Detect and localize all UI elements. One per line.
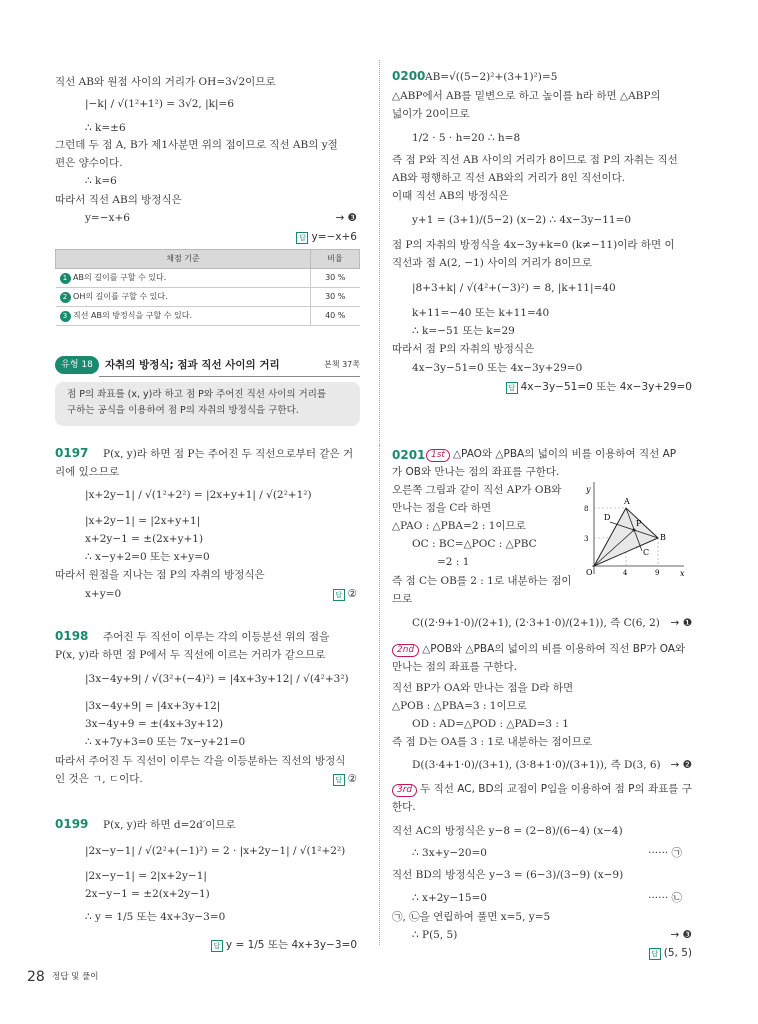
type-title: 자취의 방정식; 점과 직선 사이의 거리 <box>105 359 280 371</box>
solution-line: 주어진 두 직선이 이루는 각의 이등분선 위의 점을 <box>103 631 330 643</box>
answer-text: y = 1/5 또는 4x+3y−3=0 <box>225 939 357 951</box>
criteria-number-icon: 1 <box>60 273 71 284</box>
figure-label: O <box>586 568 593 577</box>
step-text: △PAO와 △PBA의 넓이의 비를 이용하여 직선 AP <box>452 448 677 460</box>
answer-icon: 답 <box>333 589 345 601</box>
step-text: 만나는 점의 좌표를 구한다. <box>392 661 517 673</box>
solution-line: 즉 점 C는 OB를 2 : 1로 내분하는 점이 <box>392 575 572 587</box>
solution-line: ∴ x−y+2=0 또는 x+y=0 <box>85 551 210 563</box>
solution-line: AB=√((5−2)²+(3+1)²)=5 <box>425 71 558 83</box>
grading-header-criteria: 채점 기준 <box>56 250 311 269</box>
step-3-label <box>392 782 692 797</box>
solution-line: 그런데 두 점 A, B가 제1사분면 위의 점이므로 직선 AB의 y절 <box>55 139 338 151</box>
solution-line: |2x−y−1| / √(2²+(−1)²) = 2 · |x+2y−1| / √(1²+2²) <box>85 845 346 857</box>
solution-line: ∴ k=±6 <box>85 122 126 134</box>
solution-line: 즉 점 D는 OA를 3 : 1로 내분하는 점이므로 <box>392 736 593 748</box>
figure-label: x <box>680 569 685 578</box>
column-divider <box>379 60 380 445</box>
step-marker: → ❷ <box>670 759 692 771</box>
solution-line: OD : AD=△POD : △PAD=3 : 1 <box>412 718 569 730</box>
answer-text: 4x−3y−51=0 또는 4x−3y+29=0 <box>520 381 692 393</box>
solution-line: P(x, y)라 하면 점 P에서 두 직선에 이르는 거리가 같으므로 <box>55 649 326 661</box>
answer-line <box>296 230 357 244</box>
answer-text: (5, 5) <box>663 947 692 959</box>
criteria-text: AB의 길이를 구할 수 있다. <box>73 272 167 282</box>
step-1-label <box>426 447 676 462</box>
solution-line: C((2·9+1·0)/(2+1), (2·3+1·0)/(2+1)), 즉 C(6, 2) <box>412 617 660 629</box>
criteria-number-icon: 3 <box>60 311 71 322</box>
solution-line: △POB : △PBA=3 : 1이므로 <box>392 700 527 712</box>
figure-tick: 4 <box>623 569 628 577</box>
figure-label: A <box>624 497 630 506</box>
equation-tag: ······ ㉠ <box>648 847 682 859</box>
problem-number: 0197 <box>55 446 89 460</box>
figure-label: D <box>604 513 611 522</box>
type-desc-line: 점 P의 좌표를 (x, y)라 하고 점 P와 주어진 직선 사이의 거리를 <box>67 389 327 400</box>
solution-line: 므로 <box>392 593 413 605</box>
solution-line: ∴ x+7y+3=0 또는 7x−y+21=0 <box>85 736 246 748</box>
step-3-badge: 3rd <box>392 784 417 797</box>
solution-line: 직선 AB와 원점 사이의 거리가 OH=3√2이므로 <box>55 76 276 88</box>
solution-line: x+2y−1 = ±(2x+y+1) <box>85 533 204 545</box>
solution-line: 편은 양수이다. <box>55 157 123 169</box>
criteria-ratio: 40 % <box>311 307 360 326</box>
solution-line: x+y=0 <box>85 588 122 600</box>
solution-line: |−k| / √(1²+1²) = 3√2, |k|=6 <box>85 98 235 110</box>
table-row <box>56 269 360 288</box>
step-text: 가 OB와 만나는 점의 좌표를 구한다. <box>392 466 560 478</box>
grading-table <box>55 249 360 326</box>
answer-text: ② <box>347 588 357 600</box>
solution-line: 즉 점 P와 직선 AB 사이의 거리가 8이므로 점 P의 자취는 직선 <box>392 154 678 166</box>
step-marker: → ❸ <box>670 929 692 941</box>
solution-line: k+11=−40 또는 k+11=40 <box>412 307 550 319</box>
step-marker: → ❸ <box>335 212 357 224</box>
figure-label: B <box>660 533 666 542</box>
solution-line: P(x, y)라 하면 d=2d′이므로 <box>103 819 236 831</box>
problem-number: 0199 <box>55 817 89 831</box>
answer-icon: 답 <box>333 774 345 786</box>
solution-line: 따라서 직선 AB의 방정식은 <box>55 194 182 206</box>
page-number: 28 <box>27 969 45 985</box>
figure-tick: 9 <box>655 569 660 577</box>
solution-line: OC : BC=△POC : △PBC <box>412 538 537 550</box>
answer-line <box>333 587 357 601</box>
solution-line: ∴ k=−51 또는 k=29 <box>412 325 515 337</box>
solution-line: D((3·4+1·0)/(3+1), (3·8+1·0)/(3+1)), 즉 D(3, 6) <box>412 759 661 771</box>
solution-line: △PAO : △PBA=2 : 1이므로 <box>392 520 526 532</box>
problem-number: 0200 <box>392 69 426 83</box>
solution-line: y+1 = (3+1)/(5−2) (x−2) ∴ 4x−3y−11=0 <box>412 214 632 226</box>
answer-icon: 답 <box>296 232 308 244</box>
solution-line: 1/2 · 5 · h=20 ∴ h=8 <box>412 132 521 144</box>
solution-line: 리에 있으므로 <box>55 466 120 478</box>
table-row <box>56 288 360 307</box>
column-divider <box>379 445 380 945</box>
figure-label: y <box>586 485 591 494</box>
solution-line: 오른쪽 그림과 같이 직선 AP가 OB와 <box>392 484 562 496</box>
solution-line: ∴ k=6 <box>85 175 117 187</box>
answer-icon: 답 <box>649 948 661 960</box>
solution-line: |x+2y−1| / √(1²+2²) = |2x+y+1| / √(2²+1²) <box>85 489 312 501</box>
figure-label: P <box>636 519 642 528</box>
solution-line: |x+2y−1| = |2x+y+1| <box>85 515 201 527</box>
solution-line: 2x−y−1 = ±2(x+2y−1) <box>85 888 210 900</box>
solution-line: ∴ P(5, 5) <box>412 929 458 941</box>
solution-line: 3x−4y+9 = ±(4x+3y+12) <box>85 718 224 730</box>
solution-line: ∴ 3x+y−20=0 <box>412 847 487 859</box>
figure-label: C <box>643 548 650 557</box>
solution-line: y=−x+6 <box>85 212 130 224</box>
solution-line: ㉠, ㉡을 연립하여 풀면 x=5, y=5 <box>392 911 551 923</box>
answer-text: y=−x+6 <box>311 231 357 243</box>
type-desc-line: 구하는 공식을 이용하여 점 P의 자취의 방정식을 구한다. <box>67 405 299 416</box>
solution-line: 점 P의 자취의 방정식을 4x−3y+k=0 (k≠−11)이라 하면 이 <box>392 239 675 251</box>
criteria-ratio: 30 % <box>311 269 360 288</box>
step-text: 두 직선 AC, BD의 교점이 P임을 이용하여 점 P의 좌표를 구 <box>420 783 692 795</box>
type-reference: 본책 37쪽 <box>324 360 360 369</box>
solution-line: 직선 BD의 방정식은 y−3 = (6−3)/(3−9) (x−9) <box>392 869 624 881</box>
criteria-text: 직선 AB의 방정식을 구할 수 있다. <box>73 310 193 320</box>
solution-line: 만나는 점을 C라 하면 <box>392 502 492 514</box>
step-2-label <box>392 642 685 657</box>
step-1-badge: 1st <box>426 449 450 462</box>
solution-line: △ABP에서 AB를 밑변으로 하고 높이를 h라 하면 △ABP의 <box>392 90 661 102</box>
solution-line: ∴ x+2y−15=0 <box>412 892 487 904</box>
answer-line <box>506 380 692 394</box>
step-marker: → ❶ <box>670 617 692 629</box>
type-badge: 유형 18 <box>55 356 99 374</box>
solution-line: AB와 평행하고 직선 AB와의 거리가 8인 직선이다. <box>392 172 626 184</box>
step-2-badge: 2nd <box>392 644 419 657</box>
equation-tag: ······ ㉡ <box>648 892 682 904</box>
solution-line: 직선 AC의 방정식은 y−8 = (2−8)/(6−4) (x−4) <box>392 825 623 837</box>
solution-line: =2 : 1 <box>437 556 470 568</box>
page-footer-label: 정답 및 풀이 <box>52 972 99 982</box>
step-text: △POB와 △PBA의 넓이의 비를 이용하여 직선 BP가 OA와 <box>422 643 686 655</box>
solution-line: |8+3+k| / √(4²+(−3)²) = 8, |k+11|=40 <box>412 282 616 294</box>
solution-line: 직선과 점 A(2, −1) 사이의 거리가 8이므로 <box>392 257 592 269</box>
type-header <box>55 356 360 374</box>
solution-line: |3x−4y+9| = |4x+3y+12| <box>85 700 221 712</box>
solution-line: 이때 직선 AB의 방정식은 <box>392 190 509 202</box>
answer-line <box>649 946 692 960</box>
answer-line <box>333 772 357 786</box>
grading-header-ratio: 비율 <box>311 250 360 269</box>
figure-tick: 8 <box>584 505 589 513</box>
table-row <box>56 307 360 326</box>
problem-number: 0201 <box>392 448 426 462</box>
criteria-number-icon: 2 <box>60 292 71 303</box>
solution-line: 인 것은 ㄱ, ㄷ이다. <box>55 773 143 785</box>
coordinate-figure <box>582 478 687 578</box>
solution-line: 따라서 점 P의 자취의 방정식은 <box>392 343 535 355</box>
solution-line: P(x, y)라 하면 점 P는 주어진 두 직선으로부터 같은 거 <box>103 448 354 460</box>
solution-line: ∴ y = 1/5 또는 4x+3y−3=0 <box>85 911 226 923</box>
solution-line: 4x−3y−51=0 또는 4x−3y+29=0 <box>412 362 583 374</box>
answer-line <box>211 938 357 952</box>
criteria-text: OH의 길이를 구할 수 있다. <box>73 291 168 301</box>
solution-line: 따라서 주어진 두 직선이 이루는 각을 이등분하는 직선의 방정식 <box>55 755 346 767</box>
answer-text: ② <box>347 773 357 785</box>
type-description <box>55 382 360 426</box>
solution-line: |2x−y−1| = 2|x+2y−1| <box>85 870 207 882</box>
solution-line: 넓이가 20이므로 <box>392 108 470 120</box>
solution-line: 따라서 원점을 지나는 점 P의 자취의 방정식은 <box>55 569 265 581</box>
solution-line: |3x−4y+9| / √(3²+(−4)²) = |4x+3y+12| / √(4²+3²) <box>85 673 349 685</box>
figure-tick: 3 <box>584 535 589 543</box>
type-underline <box>99 376 360 377</box>
solution-line: 직선 BP가 OA와 만나는 점을 D라 하면 <box>392 682 574 694</box>
criteria-ratio: 30 % <box>311 288 360 307</box>
answer-icon: 답 <box>506 382 518 394</box>
problem-number: 0198 <box>55 629 89 643</box>
answer-icon: 답 <box>211 940 223 952</box>
step-text: 한다. <box>392 801 416 813</box>
